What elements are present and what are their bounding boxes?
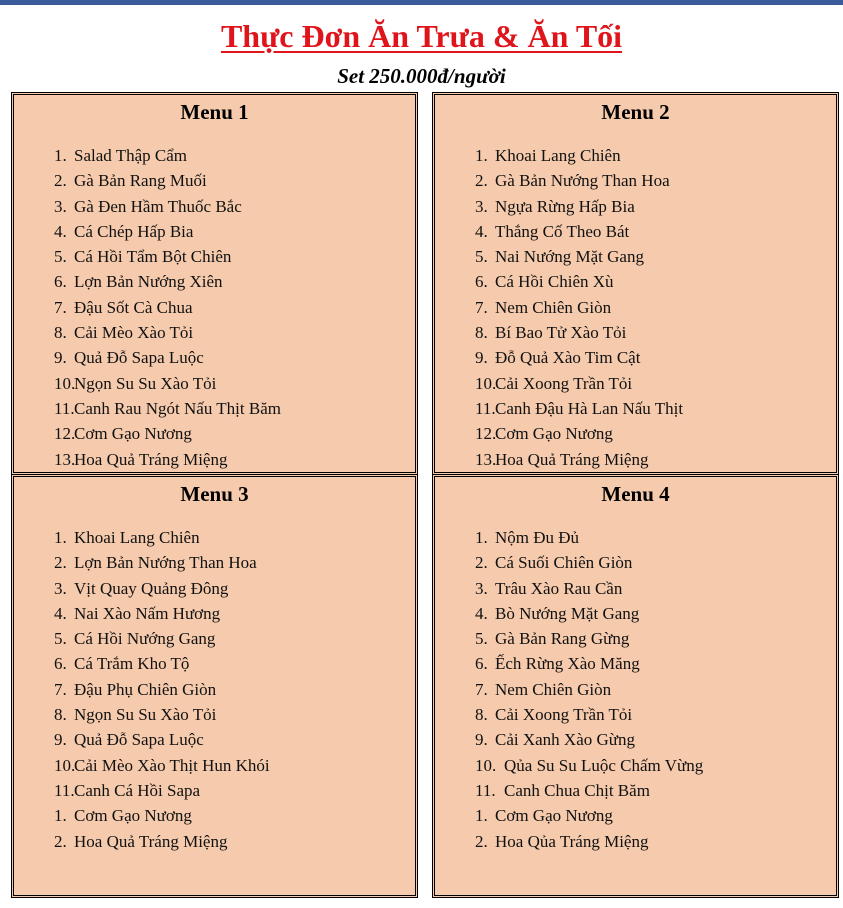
menu-item	[14, 447, 415, 472]
menu-item-name: Cải Mèo Xào Tỏi	[74, 323, 194, 343]
menu-item-name: Cá Chép Hấp Bia	[74, 221, 194, 241]
menu-item-name: Ngọn Su Su Xào Tỏi	[74, 373, 217, 393]
price-subtitle: Set 250.000đ/người	[337, 64, 506, 88]
menu-item	[435, 345, 836, 370]
menu-title: Menu 2	[601, 100, 670, 124]
menu-item-name: Đậu Phụ Chiên Giòn	[74, 679, 217, 699]
menu-item	[14, 269, 415, 294]
menu-item-number: 10.	[54, 373, 76, 393]
menu-item-name: Canh Chua Chịt Băm	[504, 780, 650, 800]
menu-item-name: Quả Đỗ Sapa Luộc	[74, 348, 204, 368]
menu-item-name: Canh Đậu Hà Lan Nấu Thịt	[495, 398, 684, 418]
menu-item-number: 11.	[54, 780, 75, 800]
menu-item-name: Ếch Rừng Xào Măng	[495, 654, 640, 674]
menu-item-number: 2.	[475, 831, 488, 851]
menu-item-number: 11.	[54, 398, 75, 418]
menu-item	[14, 345, 415, 370]
menu-item	[14, 244, 415, 269]
menu-item-name: Ngựa Rừng Hấp Bia	[495, 196, 635, 216]
menu-item-name: Qủa Su Su Luộc Chấm Vừng	[504, 755, 704, 775]
menu-item-number: 1.	[475, 146, 488, 165]
menu-item-number: 11.	[475, 780, 496, 800]
menu-item-number: 3.	[54, 196, 67, 216]
menu-item	[14, 525, 415, 550]
menu-item	[435, 194, 836, 219]
menu-item-name: Cơm Gạo Nương	[495, 806, 613, 826]
menu-item-name: Hoa Qủa Tráng Miệng	[495, 831, 649, 851]
menu-title: Menu 1	[180, 100, 249, 124]
top-decorative-bar	[0, 0, 843, 5]
menu-item-name: Cá Hồi Chiên Xù	[495, 272, 614, 292]
menu-item-name: Cá Suối Chiên Giòn	[495, 553, 633, 573]
menu-item-name: Lợn Bản Nướng Than Hoa	[74, 553, 257, 573]
menu-item-name: Cá Hồi Tẩm Bột Chiên	[74, 247, 232, 267]
menu-item	[435, 320, 836, 345]
menu-item	[14, 803, 415, 828]
menu-item-number: 2.	[54, 831, 67, 851]
menu-item	[14, 626, 415, 651]
menu-item	[435, 143, 836, 168]
menu-item-name: Cải Xanh Xào Gừng	[495, 730, 635, 750]
menu-item-number: 2.	[475, 171, 488, 191]
menu-item	[435, 447, 836, 472]
page-title: Thực Đơn Ăn Trưa & Ăn Tối	[220, 18, 623, 54]
menu-item-name: Nem Chiên Giòn	[495, 297, 612, 317]
menu-item	[435, 168, 836, 193]
menu-item	[435, 396, 836, 421]
menu-item-number: 5.	[475, 247, 488, 267]
menu-item-number: 4.	[475, 221, 488, 241]
menu-item-name: Trâu Xào Rau Cần	[495, 578, 623, 598]
menu-item	[435, 651, 836, 676]
menu-2-box	[432, 92, 839, 475]
menu-item-name: Cải Mèo Xào Thịt Hun Khói	[74, 755, 270, 775]
menu-item-number: 9.	[475, 730, 488, 750]
menu-1-box	[11, 92, 418, 475]
menu-item-list	[435, 525, 836, 854]
menu-item	[435, 803, 836, 828]
menu-item-number: 5.	[54, 629, 67, 649]
menu-item-number: 8.	[475, 323, 488, 343]
menu-item	[435, 244, 836, 269]
menu-item-number: 10.	[54, 755, 76, 775]
menu-3-box	[11, 474, 418, 898]
menu-item-number: 3.	[54, 578, 67, 598]
menu-item	[435, 778, 836, 803]
menu-item	[14, 143, 415, 168]
menu-item-number: 4.	[54, 603, 67, 623]
menu-item	[435, 727, 836, 752]
menu-item-name: Gà Đen Hầm Thuốc Bắc	[74, 196, 242, 216]
menu-item-number: 12.	[54, 424, 76, 444]
menu-item	[435, 753, 836, 778]
menu-item-number: 9.	[54, 348, 67, 368]
menu-item-name: Cải Xoong Trần Tỏi	[495, 373, 633, 393]
menu-item-number: 9.	[475, 348, 488, 368]
menu-item-number: 2.	[54, 553, 67, 573]
menu-item-name: Nem Chiên Giòn	[495, 679, 612, 699]
menu-item	[435, 525, 836, 550]
menu-item	[435, 371, 836, 396]
menu-item-number: 1.	[475, 528, 488, 547]
menu-item	[14, 396, 415, 421]
menu-item-name: Cải Xoong Trần Tỏi	[495, 705, 633, 725]
menu-item-name: Nai Xào Nấm Hương	[74, 603, 221, 623]
menu-item	[435, 601, 836, 626]
menu-item	[14, 601, 415, 626]
menu-item	[14, 320, 415, 345]
menu-item	[435, 576, 836, 601]
menu-item-name: Hoa Quả Tráng Miệng	[495, 449, 649, 469]
menu-item-name: Cơm Gạo Nương	[74, 424, 192, 444]
menu-item-number: 10.	[475, 373, 497, 393]
menu-item-name: Canh Rau Ngót Nấu Thịt Băm	[74, 398, 281, 418]
menu-item-name: Cá Hồi Nướng Gang	[74, 629, 216, 649]
menu-item-number: 6.	[475, 654, 488, 674]
menu-item-name: Nai Nướng Mặt Gang	[495, 247, 644, 267]
menu-item-name: Lợn Bản Nướng Xiên	[74, 272, 223, 292]
menu-item-number: 1.	[54, 806, 67, 826]
menu-item-number: 10.	[475, 755, 497, 775]
menu-item	[435, 702, 836, 727]
menu-item-number: 13.	[475, 449, 497, 469]
menu-item-number: 13.	[54, 449, 76, 469]
menu-item-number: 1.	[54, 528, 67, 547]
menu-item-name: Cơm Gạo Nương	[74, 806, 192, 826]
menu-item-number: 7.	[475, 679, 488, 699]
menu-item	[435, 269, 836, 294]
menu-item-name: Đỗ Quả Xào Tim Cật	[495, 348, 641, 368]
menu-item-number: 7.	[475, 297, 488, 317]
menu-item-name: Khoai Lang Chiên	[74, 528, 200, 547]
menu-item-number: 8.	[475, 705, 488, 725]
menu-item	[14, 727, 415, 752]
menu-item-name: Bí Bao Tử Xào Tỏi	[495, 323, 627, 343]
menu-item-number: 3.	[475, 578, 488, 598]
menu-item-number: 1.	[475, 806, 488, 826]
menu-item	[14, 168, 415, 193]
menu-title: Menu 4	[601, 482, 670, 506]
menu-item-name: Cá Trắm Kho Tộ	[74, 654, 190, 674]
menu-item-name: Gà Bản Rang Gừng	[495, 629, 630, 649]
menu-item-name: Ngọn Su Su Xào Tỏi	[74, 705, 217, 725]
menu-item-number: 2.	[475, 553, 488, 573]
menu-item	[14, 829, 415, 854]
menu-item-name: Vịt Quay Quảng Đông	[74, 578, 229, 598]
menu-item-name: Hoa Quả Tráng Miệng	[74, 831, 228, 851]
menu-item	[14, 702, 415, 727]
menu-item-name: Gà Bản Rang Muối	[74, 171, 207, 191]
menu-item	[14, 677, 415, 702]
menu-item-list	[435, 143, 836, 472]
menu-item-name: Hoa Quả Tráng Miệng	[74, 449, 228, 469]
menu-item	[435, 219, 836, 244]
menu-item-name: Nộm Đu Đủ	[495, 528, 580, 547]
menu-item	[435, 829, 836, 854]
menu-item-name: Khoai Lang Chiên	[495, 146, 621, 165]
menu-item	[14, 194, 415, 219]
menu-item-number: 7.	[54, 297, 67, 317]
menu-item-name: Canh Cá Hồi Sapa	[74, 780, 201, 800]
menu-item-name: Thắng Cố Theo Bát	[495, 221, 630, 241]
menu-item-number: 8.	[54, 705, 67, 725]
menu-item-number: 6.	[475, 272, 488, 292]
menu-item	[14, 753, 415, 778]
menu-item	[435, 421, 836, 446]
menu-item	[14, 576, 415, 601]
menu-item-number: 8.	[54, 323, 67, 343]
menu-item	[14, 778, 415, 803]
menu-item-number: 6.	[54, 654, 67, 674]
menu-item-number: 9.	[54, 730, 67, 750]
menu-title: Menu 3	[180, 482, 249, 506]
menu-item-number: 2.	[54, 171, 67, 191]
menu-item-name: Gà Bản Nướng Than Hoa	[495, 171, 670, 191]
menu-item-number: 4.	[475, 603, 488, 623]
menu-item	[14, 550, 415, 575]
menu-item-list	[14, 525, 415, 854]
menu-item	[14, 295, 415, 320]
menu-item-name: Bò Nướng Mặt Gang	[495, 603, 640, 623]
menu-item-number: 6.	[54, 272, 67, 292]
menu-item-number: 1.	[54, 146, 67, 165]
menu-item-number: 12.	[475, 424, 497, 444]
menu-item-list	[14, 143, 415, 472]
menu-item	[14, 371, 415, 396]
menu-item-number: 4.	[54, 221, 67, 241]
menu-item	[435, 550, 836, 575]
menu-item	[435, 677, 836, 702]
menu-item-name: Cơm Gạo Nương	[495, 424, 613, 444]
menu-item-name: Quả Đỗ Sapa Luộc	[74, 730, 204, 750]
menu-item-number: 5.	[475, 629, 488, 649]
menu-item	[14, 421, 415, 446]
menu-item-name: Đậu Sốt Cà Chua	[74, 297, 193, 317]
menu-item-name: Salad Thập Cẩm	[74, 146, 187, 165]
menu-item-number: 5.	[54, 247, 67, 267]
menu-item-number: 3.	[475, 196, 488, 216]
menu-item-number: 7.	[54, 679, 67, 699]
menu-4-box	[432, 474, 839, 898]
menu-item	[435, 626, 836, 651]
menu-item	[435, 295, 836, 320]
menu-item	[14, 651, 415, 676]
menu-item-number: 11.	[475, 398, 496, 418]
menu-item	[14, 219, 415, 244]
